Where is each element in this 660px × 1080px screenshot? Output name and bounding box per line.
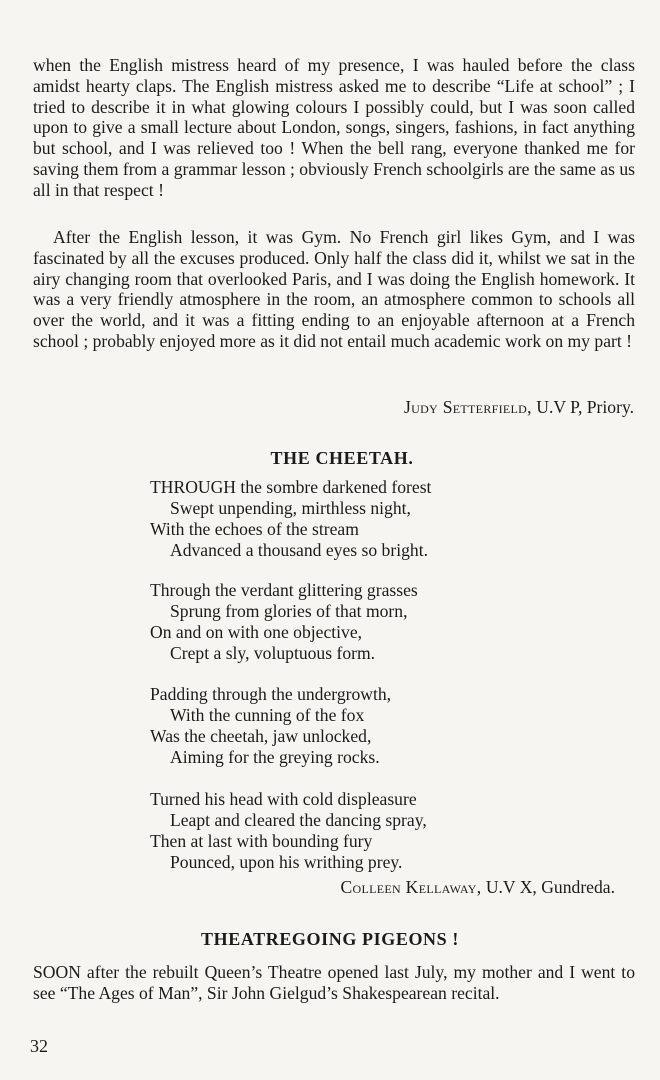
poem-line: Sprung from glories of that morn, <box>170 601 408 621</box>
poem-line: Pounced, upon his writhing prey. <box>170 852 403 872</box>
poet-name: Colleen Kellaway, <box>340 877 482 897</box>
poem-line: Advanced a thousand eyes so bright. <box>170 540 428 560</box>
poem-line: Leapt and cleared the dancing spray, <box>170 810 427 830</box>
poem-line: Then at last with bounding fury <box>150 831 373 851</box>
article-paragraph-1: when the English mistress heard of my presence, I was hauled before the class amidst hearty claps. The English mistress asked me to describe “Life at school” ; I tried to describe it in what glowing colours I possibly could, but I was soon called upon to give a small lecture about London, songs, singers, fashions, in fact anything but school, and I was relieved too ! When the bell rang, everyone thanked me for saving them from a grammar lesson ; obviously French schoolgirls are the same as us all in that respect ! <box>33 55 635 200</box>
poet-form: U.V X, Gundreda. <box>485 877 615 897</box>
article-signature <box>404 396 634 418</box>
article-paragraph-2: After the English lesson, it was Gym. No French girl likes Gym, and I was fascinated by all the excuses produced. Only half the class did it, whilst we sat in the airy changing room that overlooked Paris, and I was doing the English homework. It was a very friendly atmosphere in the room, an atmosphere common to schools all over the world, and it was a fitting ending to an enjoyable afternoon at a French school ; probably enjoyed more as it did not entail much academic work on my part ! <box>33 227 635 351</box>
page-number: 32 <box>30 1036 48 1056</box>
poem-stanza-1 <box>150 477 620 561</box>
poem-signature <box>341 876 616 898</box>
poem-stanza-3 <box>150 684 620 768</box>
poem-stanza-4 <box>150 789 620 873</box>
poem-line: On and on with one objective, <box>150 622 363 642</box>
poem-line: Turned his head with cold displeasure <box>150 789 417 809</box>
poem-line: Was the cheetah, jaw unlocked, <box>150 726 372 746</box>
article2-paragraph: SOON after the rebuilt Queen’s Theatre opened last July, my mother and I went to see “The Ages of Man”, Sir John Gielgud’s Shakespearean recital. <box>33 962 635 1003</box>
poem-line: Padding through the undergrowth, <box>150 684 392 704</box>
poem-line: With the cunning of the fox <box>170 705 365 725</box>
poem-title: THE CHEETAH. <box>270 448 414 468</box>
author-name: Judy Setterfield, <box>403 397 532 417</box>
poem-line: Swept unpending, mirthless night, <box>170 498 411 518</box>
author-form: U.V P, Priory. <box>536 397 634 417</box>
poem-stanza-2 <box>150 580 620 664</box>
poem-line: Through the verdant glittering grasses <box>150 580 418 600</box>
poem-line: THROUGH the sombre darkened forest <box>150 477 432 497</box>
poem-line: With the echoes of the stream <box>150 519 359 539</box>
poem-line: Crept a sly, voluptuous form. <box>170 643 376 663</box>
poem-line: Aiming for the greying rocks. <box>170 747 380 767</box>
article2-title: THEATREGOING PIGEONS ! <box>201 929 459 949</box>
